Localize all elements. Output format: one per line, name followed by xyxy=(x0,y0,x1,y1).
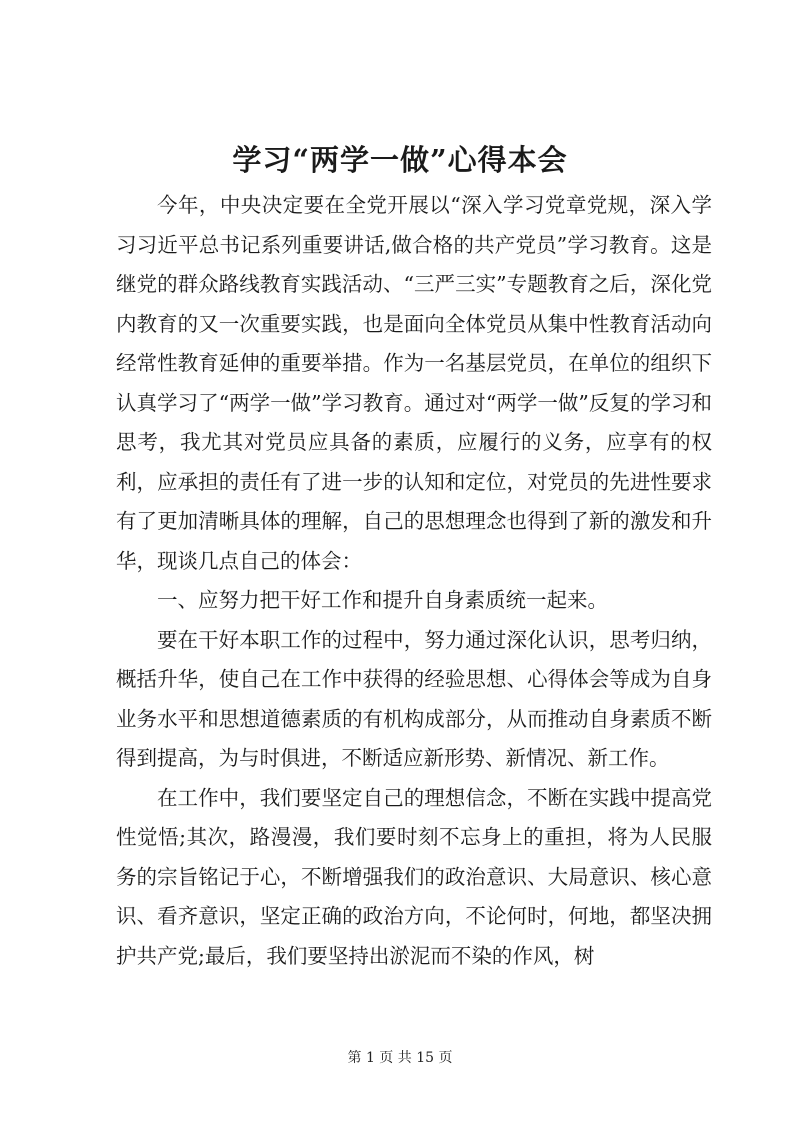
page-footer: 第 1 页 共 15 页 xyxy=(347,1050,453,1066)
document-body xyxy=(116,186,712,976)
paragraph-heading-one: 一、应努力把干好工作和提升自身素质统一起来。 xyxy=(157,588,608,612)
document-title: 学习“两学一做”心得本会 xyxy=(232,143,568,177)
paragraph-intro: 今年，中央决定要在全党开展以“深入学习党章党规，深入学习习近平总书记系列重要讲话,做合格的共产党员”学习教育。这是继党的群众路线教育实践活动、“三严三实”专题教育之后，深化党内教育的又一次重要实践，也是面向全体党员从集中性教育活动向经常性教育延伸的重要举措。作为一名基层党员，在单位的组织下认真学习了“两学一做”学习教育。通过对“两学一做”反复的学习和思考，我尤其对党员应具备的素质，应履行的义务，应享有的权利，应承担的责任有了进一步的认知和定位，对党员的先进性要求有了更加清晰具体的理解，自己的思想理念也得到了新的激发和升华，现谈几点自己的体会： xyxy=(116,193,712,573)
paragraph-beliefs: 在工作中，我们要坚定自己的理想信念，不断在实践中提高党性觉悟;其次，路漫漫，我们要时刻不忘身上的重担，将为人民服务的宗旨铭记于心，不断增强我们的政治意识、大局意识、核心意识、看齐意识，坚定正确的政治方向，不论何时，何地，都坚决拥护共产党;最后，我们要坚持出淤泥而不染的作风，树 xyxy=(116,785,712,968)
paragraph-work: 要在干好本职工作的过程中，努力通过深化认识，思考归纳，概括升华，使自己在工作中获得的经验思想、心得体会等成为自身业务水平和思想道德素质的有机构成部分，从而推动自身素质不断得到提高，为与时俱进，不断适应新形势、新情况、新工作。 xyxy=(116,627,712,770)
